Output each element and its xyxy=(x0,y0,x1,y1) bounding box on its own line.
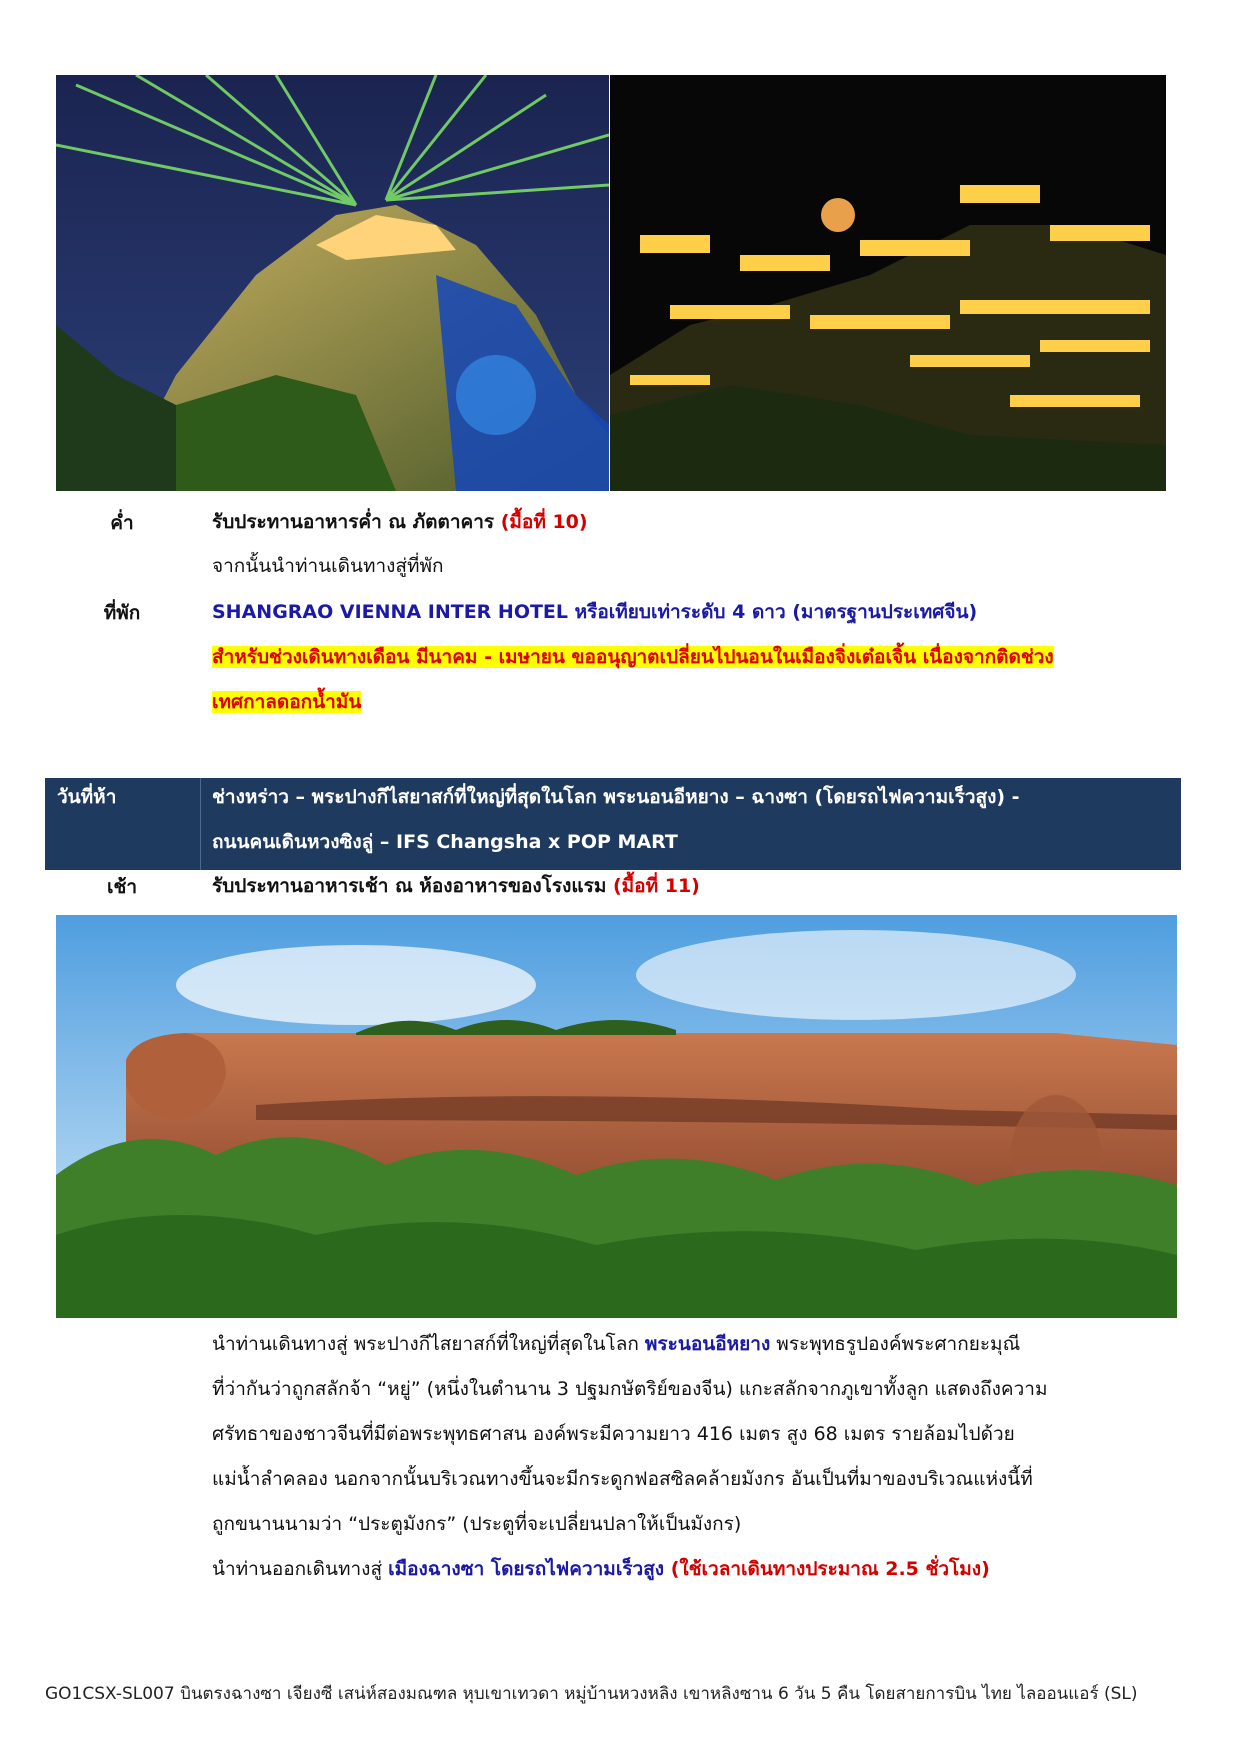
photo-reclining-buddha xyxy=(56,915,1177,1318)
desc-duration: (ใช้เวลาเดินทางประมาณ 2.5 ชั่วโมง) xyxy=(664,1558,990,1580)
breakfast-line xyxy=(212,872,700,900)
breakfast-text: รับประทานอาหารเช้า ณ ห้องอาหารของโรงแรม xyxy=(212,875,613,897)
desc-line-3: ศรัทธาของชาวจีนที่มีต่อพระพุทธศาสน องค์พระมีความยาว 416 เมตร สูง 68 เมตร รายล้อมไปด้วย xyxy=(212,1423,1015,1445)
hotel-desc: หรือเทียบเท่าระดับ 4 ดาว (มาตรฐานประเทศจีน) xyxy=(574,601,978,623)
desc-train: เมืองฉางซา โดยรถไฟความเร็วสูง xyxy=(388,1558,665,1580)
dinner-line xyxy=(212,508,588,536)
breakfast-label: เช้า xyxy=(106,876,138,898)
desc-6a: นำท่านออกเดินทางสู่ xyxy=(212,1558,389,1580)
desc-line-6 xyxy=(212,1555,990,1583)
day-label: วันที่ห้า xyxy=(57,786,117,808)
photo-moon-pavilions xyxy=(610,75,1166,491)
desc-1a: นำท่านเดินทางสู่ พระปางกึไสยาสก์ที่ใหญ่ที่สุดในโลก xyxy=(212,1333,645,1355)
hotel-note-line-1 xyxy=(212,643,1054,671)
desc-buddha-name: พระนอนอีหยาง xyxy=(644,1333,771,1355)
transfer-to-hotel: จากนั้นนำท่านเดินทางสู่ที่พัก xyxy=(212,555,444,577)
desc-line-1 xyxy=(212,1330,1020,1358)
hotel-note-line-2 xyxy=(212,688,361,716)
desc-1c: พระพุทธรูปองค์พระศากยะมุณี xyxy=(770,1333,1021,1355)
desc-line-4: แม่น้ำลำคลอง นอกจากนั้นบริเวณทางขึ้นจะมีกระดูกฟอสซิลคล้ายมังกร อันเป็นที่มาของบริเวณแห่งนี้ที่ xyxy=(212,1468,1033,1490)
hotel-label: ที่พัก xyxy=(103,602,141,624)
day-divider xyxy=(200,778,201,870)
hotel-note-1: สำหรับช่วงเดินทางเดือน มีนาคม - เมษายน ขออนุญาตเปลี่ยนไปนอนในเมืองจิ่งเต๋อเจิ้น เนื่องจากติดช่วง xyxy=(212,646,1054,668)
hotel-note-2: เทศกาลดอกน้ำมัน xyxy=(212,691,362,713)
page-footer: GO1CSX-SL007 บินตรงฉางซา เจียงซี เสน่ห์สองมณฑล หุบเขาเทวดา หมู่บ้านหวงหลิง เขาหลิงซาน 6 วัน 5 คืน โดยสายการบิน ไทย ไลออนแอร์ (SL) xyxy=(45,1684,1138,1704)
desc-line-2: ที่ว่ากันว่าถูกสลักจ้า “หยู่” (หนึ่งในตำนาน 3 ปฐมกษัตริย์ของจีน) แกะสลักจากภูเขาทั้งลูก แสดงถึงความ xyxy=(212,1378,1048,1400)
photo-laser-temple xyxy=(56,75,609,491)
hotel-line xyxy=(212,598,977,626)
day-title-line-1: ช่างหร่าว – พระปางกึไสยาสก์ที่ใหญ่ที่สุดในโลก พระนอนอีหยาง – ฉางซา (โดยรถไฟความเร็วสูง) - xyxy=(212,786,1020,808)
dinner-meal-number: (มื้อที่ 10) xyxy=(500,511,588,533)
desc-line-5: ถูกขนานนามว่า “ประตูมังกร” (ประตูที่จะเปลี่ยนปลาให้เป็นมังกร) xyxy=(212,1513,742,1535)
hotel-name: SHANGRAO VIENNA INTER HOTEL xyxy=(212,601,575,623)
day-title-line-2: ถนนคนเดินหวงซิงลู่ – IFS Changsha x POP MART xyxy=(212,831,678,853)
day-header-band xyxy=(45,778,1181,870)
dinner-label: ค่ำ xyxy=(110,512,134,534)
dinner-text: รับประทานอาหารค่ำ ณ ภัตตาคาร xyxy=(212,511,501,533)
breakfast-meal-number: (มื้อที่ 11) xyxy=(612,875,700,897)
